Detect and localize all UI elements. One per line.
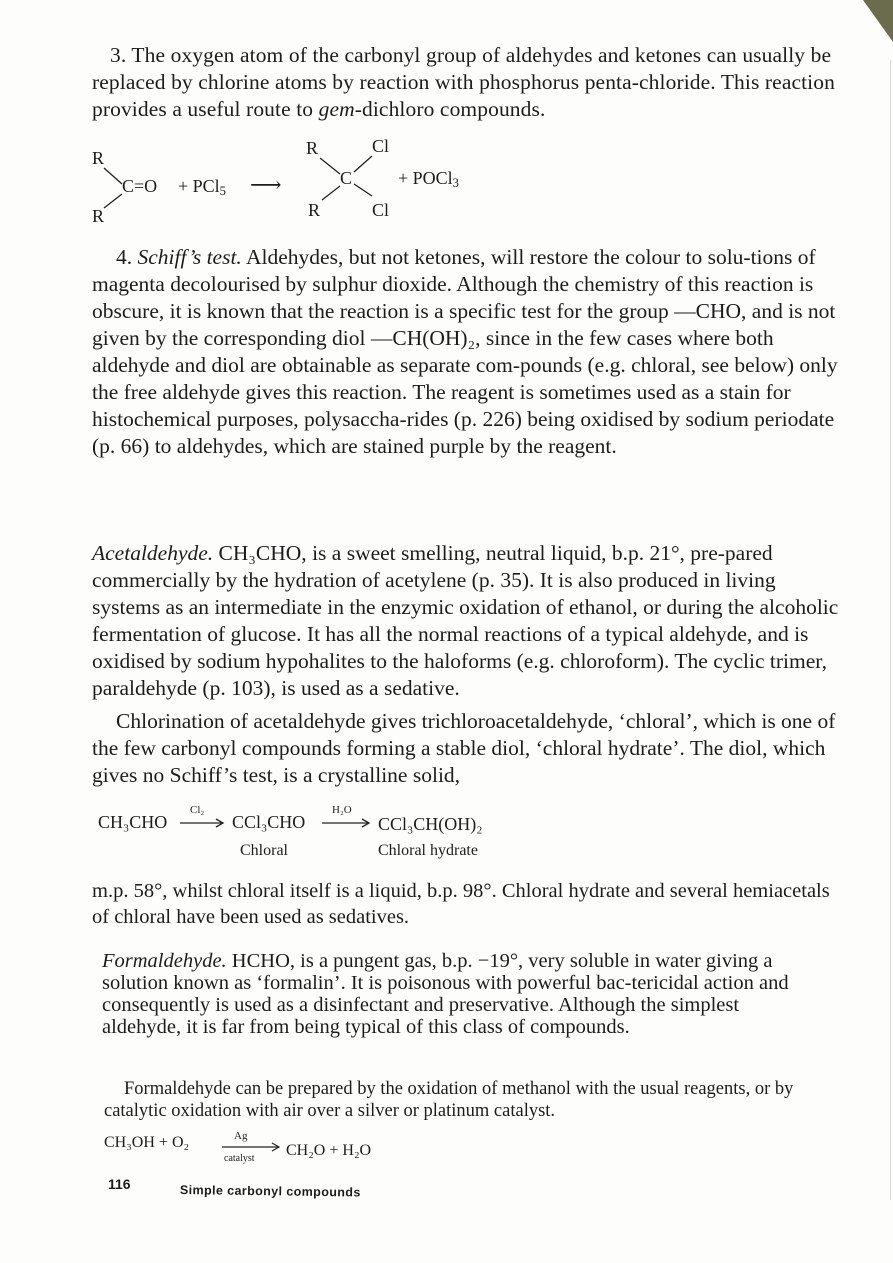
formaldehyde-title: Formaldehyde. bbox=[102, 950, 227, 972]
formaldehyde-paragraph bbox=[102, 950, 802, 1038]
reactant-r-top: R bbox=[92, 148, 105, 168]
bond-lines bbox=[0, 0, 893, 260]
item3-tail: -dichloro compounds. bbox=[354, 97, 546, 121]
r2-mid: CCl₃CHO bbox=[232, 812, 306, 832]
r2-start: CH₃CHO bbox=[98, 812, 168, 832]
acetaldehyde-paragraph bbox=[92, 540, 844, 702]
r3-left: CH₃OH + O₂ bbox=[104, 1134, 190, 1151]
chloral-tail-text: m.p. 58°, whilst chloral itself is a liquid, b.p. 98°. Chloral hydrate and several hemiacetals of chloral have been used as sedatives. bbox=[92, 880, 830, 928]
r2-arrow2 bbox=[322, 818, 372, 828]
product-r-bottom: R bbox=[308, 200, 321, 220]
item3-number: 3. bbox=[110, 43, 127, 67]
formaldehyde-text: is a pungent gas, b.p. −19°, very soluble in water giving a solution known as ‘formalin’. It is poisonous with powerful bac-tericidal action and consequently is used as a disinfectant and preservative. Although the simplest aldehyde, it is far from being typical of this class of compounds. bbox=[102, 950, 789, 1038]
product-r-top: R bbox=[306, 138, 319, 158]
reactant-carbonyl: C=O bbox=[122, 176, 158, 196]
reagent-pcl5: + PCl$_5$ bbox=[178, 176, 226, 199]
chloral-text: Chlorination of acetaldehyde gives trichloroacetaldehyde, ‘chloral’, which is one of the few carbonyl compounds forming a stable diol, ‘chloral hydrate’. The diol, which gives no Schiff’s test, is a crystalline solid, bbox=[92, 709, 836, 787]
item4-text: Aldehydes, but not ketones, will restore the colour to solu-tions of magenta decolourised by sulphur dioxide. Although the chemistry of this reaction is obscure, it is known that the reaction is a specific test for the group —CHO, and is not given by the corresponding diol —CH(OH)₂, since in the few cases where both aldehyde and diol are obtainable as separate com-pounds (e.g. chloral, see below) only the free aldehyde gives this reaction. The reagent is sometimes used as a stain for histochemical purposes, polysaccha-rides (p. 226) being oxidised by sodium periodate (p. 66) to aldehydes, which are stained purple by the reagent. bbox=[92, 245, 838, 458]
r2-end: CCl₃CH(OH)₂ bbox=[378, 814, 483, 834]
r2-mid-label: Chloral bbox=[240, 842, 288, 859]
r2-end-label: Chloral hydrate bbox=[378, 842, 478, 859]
chloral-paragraph bbox=[92, 708, 844, 789]
r3-under: catalyst bbox=[224, 1153, 255, 1164]
item3-text: The oxygen atom of the carbonyl group of aldehydes and ketones can usually be replaced by chlorine atoms by reaction with phosphorus penta-chloride. This reaction provides a useful route to bbox=[92, 43, 835, 121]
r3-over: Ag bbox=[234, 1130, 248, 1142]
product-cl-bottom: Cl bbox=[372, 200, 390, 220]
formaldehyde-prep-text: Formaldehyde can be prepared by the oxidation of methanol with the usual reagents, or by catalytic oxidation with air over a silver or platinum catalyst. bbox=[104, 1079, 794, 1121]
product-cl-top: Cl bbox=[372, 136, 390, 156]
reactant-r-bottom: R bbox=[92, 206, 105, 226]
reaction1-arrow: ⟶ bbox=[250, 172, 282, 197]
item4-title: Schiff’s test. bbox=[137, 245, 242, 269]
item3-gem: gem bbox=[318, 97, 355, 121]
product-carbon: C bbox=[340, 168, 353, 188]
formaldehyde-formula: HCHO, bbox=[231, 950, 296, 972]
formaldehyde-prep-paragraph bbox=[104, 1078, 816, 1122]
chloral-tail-paragraph bbox=[92, 878, 844, 930]
r3-right: CH₂O + H₂O bbox=[286, 1142, 372, 1159]
acetaldehyde-formula: CH₃CHO, bbox=[218, 541, 307, 565]
r2-reagent1: Cl₂ bbox=[190, 804, 205, 816]
r2-reagent2: H₂O bbox=[332, 804, 352, 816]
page-number: 116 bbox=[108, 1176, 131, 1192]
item4-number: 4. bbox=[116, 245, 133, 269]
r2-arrow1 bbox=[180, 818, 226, 828]
acetaldehyde-text: is a sweet smelling, neutral liquid, b.p. 21°, pre-pared commercially by the hydration of acetylene (p. 35). It is also produced in living systems as an intermediate in the enzymic oxidation of ethanol, or during the alcoholic fermentation of glucose. It has all the normal reactions of a typical aldehyde, and is oxidised by sodium hypohalites to the haloforms (e.g. chloroform). The cyclic trimer, paraldehyde (p. 103), is used as a sedative. bbox=[92, 541, 839, 700]
acetaldehyde-title: Acetaldehyde. bbox=[92, 541, 214, 565]
item4-paragraph bbox=[92, 244, 844, 460]
running-title: Simple carbonyl compounds bbox=[179, 1183, 361, 1200]
r3-arrow bbox=[222, 1142, 282, 1152]
product-pocl3: + POCl$_3$ bbox=[398, 168, 459, 191]
